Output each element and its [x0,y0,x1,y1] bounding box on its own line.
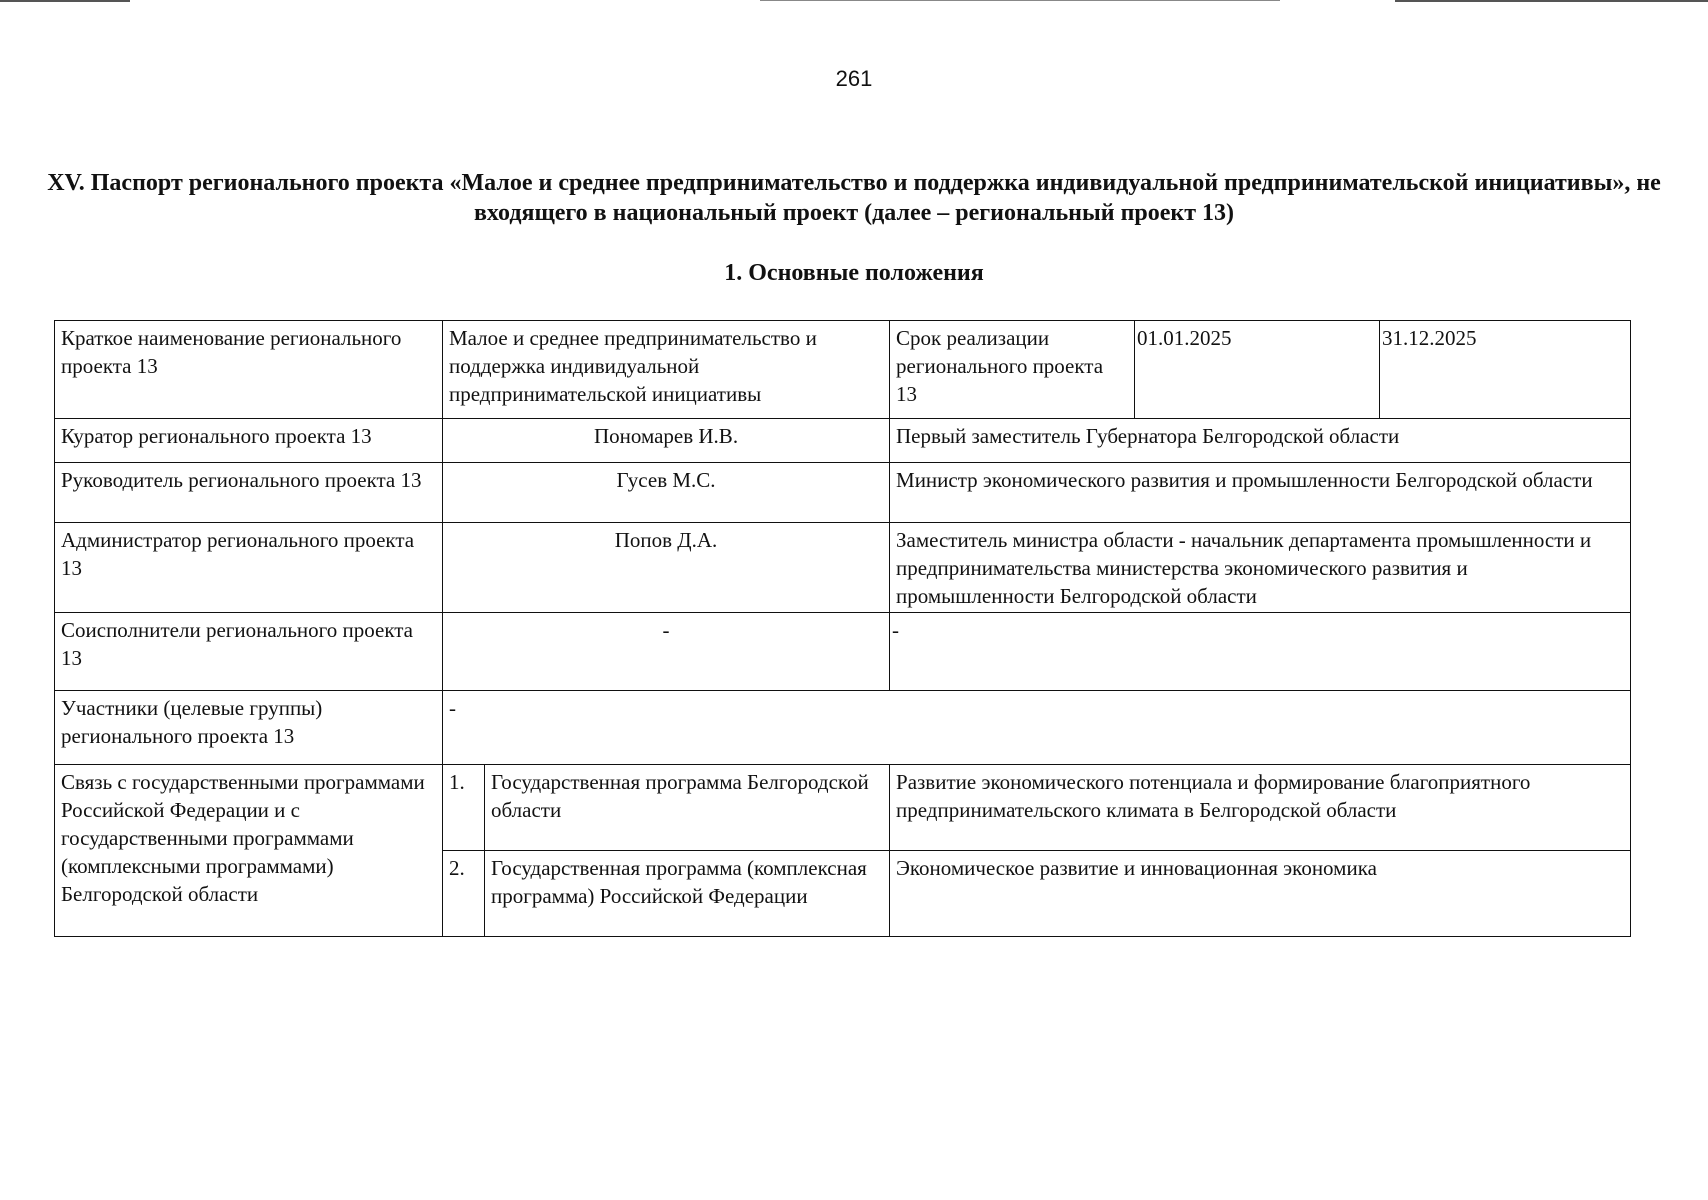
participants-label: Участники (целевые группы) регионального проекта 13 [55,691,443,765]
program-type: Государственная программа Белгородской области [485,765,890,851]
page-number: 261 [835,66,873,91]
program-number: 2. [443,851,485,937]
program-name: Развитие экономического потенциала и формирование благоприятного предпринимательского климата в Белгородской области [890,765,1631,851]
head-name: Гусев М.С. [443,463,890,523]
section-title: 1. Основные положения [724,260,984,286]
start-date: 01.01.2025 [1135,321,1380,419]
scan-edge-right [1395,0,1708,2]
scan-edge-left [0,0,130,2]
administrator-name: Попов Д.А. [443,523,890,613]
short-name-value: Малое и среднее предпринимательство и поддержка индивидуальной предпринимательской инициативы [443,321,890,419]
head-label: Руководитель регионального проекта 13 [55,463,443,523]
head-position: Министр экономического развития и промышленности Белгородской области [890,463,1631,523]
period-label: Срок реализации регионального проекта 13 [890,321,1135,419]
table-row-short-name [55,321,1631,419]
participants-value: - [443,691,1631,765]
passport-table [54,320,1631,937]
administrator-position: Заместитель министра области - начальник департамента промышленности и предпринимательства министерства экономического развития и промышленности Белгородской области [890,523,1631,613]
table-row-co-executors [55,613,1631,691]
program-number: 1. [443,765,485,851]
co-executors-position: - [890,613,1631,691]
curator-position: Первый заместитель Губернатора Белгородской области [890,419,1631,463]
co-executors-label: Соисполнители регионального проекта 13 [55,613,443,691]
short-name-label: Краткое наименование регионального проекта 13 [55,321,443,419]
administrator-label: Администратор регионального проекта 13 [55,523,443,613]
co-executors-name: - [443,613,890,691]
table-row-curator [55,419,1631,463]
table-row-program-1 [55,765,1631,851]
scan-edge-middle [760,0,1280,1]
program-name: Экономическое развитие и инновационная экономика [890,851,1631,937]
curator-label: Куратор регионального проекта 13 [55,419,443,463]
curator-name: Пономарев И.В. [443,419,890,463]
end-date: 31.12.2025 [1380,321,1631,419]
table-row-participants [55,691,1631,765]
programs-label: Связь с государственными программами Российской Федерации и с государственными программами (комплексными программами) Белгородской области [55,765,443,937]
table-row-administrator [55,523,1631,613]
table-row-head [55,463,1631,523]
program-type: Государственная программа (комплексная программа) Российской Федерации [485,851,890,937]
document-title: XV. Паспорт регионального проекта «Малое и среднее предпринимательство и поддержка индивидуальной предпринимательской инициативы», не входящего в национальный проект (далее – региональный проект 13) [47,170,1661,226]
